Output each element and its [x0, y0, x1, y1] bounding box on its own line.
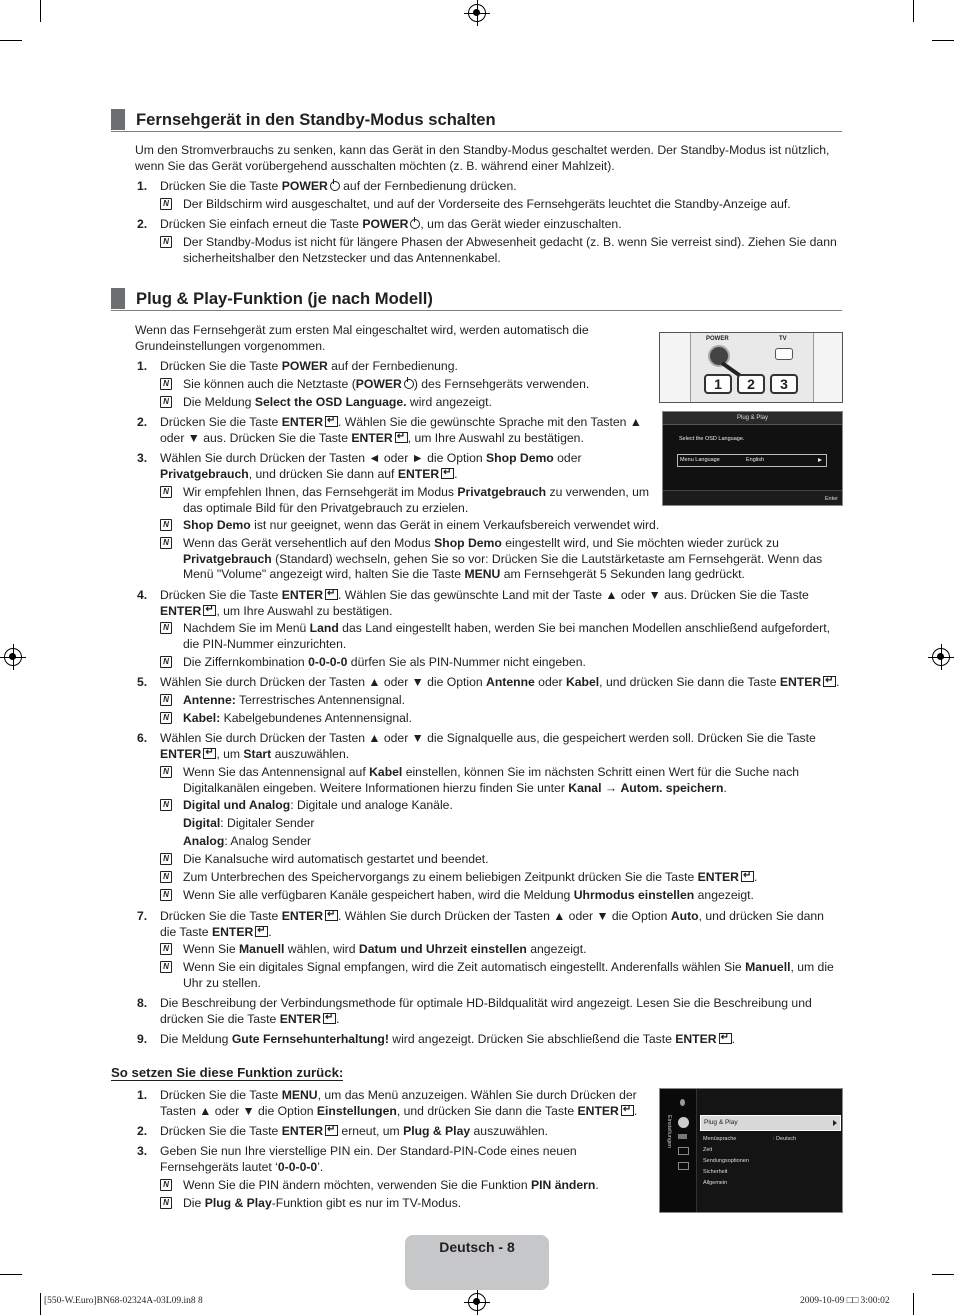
section-heading-plug-and-play [111, 288, 842, 311]
plug-step-1: Drücken Sie die Taste POWER auf der Fernbedienung. [160, 359, 458, 373]
osd-language-field[interactable] [677, 454, 827, 467]
remote-key-1: 1 [704, 374, 732, 394]
standby-intro: Um den Stromverbrauchs zu senken, kann das Gerät in den Standby-Modus geschaltet werden. Der Standby-Modus ist nützlich, wenn Sie das Gerät vorübergehend ausschalten möchten (z. B. während einer Mahlzeit). [135, 143, 830, 173]
osd-bottom-bar [663, 490, 842, 505]
plug-intro: Wenn das Fernsehgerät zum ersten Mal eingeschaltet wird, werden automatisch die Grundeinstellungen vorgenommen. [135, 323, 589, 353]
note-icon: N [160, 378, 172, 390]
plug-text: Analog: Analog Sender [183, 834, 312, 848]
power-icon [410, 219, 420, 229]
crop-mark [932, 1274, 954, 1275]
enter-icon [325, 1125, 338, 1136]
note-icon: N [160, 622, 172, 634]
enter-icon [719, 1033, 732, 1044]
reset-step-1: Drücken Sie die Taste MENU, um das Menü anzuzeigen. Wählen Sie durch Drücken der Tasten ▲ oder ▼ die Option Einstellungen, und drücken Sie dann die Taste ENTER↵ . [160, 1088, 650, 1119]
registration-mark-icon [932, 648, 950, 666]
section-heading-standby [111, 109, 842, 132]
note-icon: N [160, 694, 172, 706]
section-title: Plug & Play-Funktion (je nach Modell) [136, 289, 433, 308]
registration-mark-icon [468, 1293, 486, 1311]
step-number: 7. [137, 909, 148, 923]
osd-language-screen [662, 411, 843, 506]
print-slug-right: 2009-10-09 □□ 3:00:02 [800, 1296, 890, 1306]
plug-note: Shop Demo ist nur geeignet, wenn das Gerät in einem Verkaufsbereich verwendet wird. [183, 518, 660, 532]
step-number: 2. [137, 415, 148, 429]
plug-text: Digital: Digitaler Sender [183, 816, 315, 830]
arrow-right-icon [818, 458, 822, 462]
enter-icon [323, 1013, 336, 1024]
registration-mark-icon [4, 648, 22, 666]
crop-mark [0, 40, 22, 41]
osd-selected-label: Plug & Play [704, 1119, 738, 1126]
plug-note: Die Ziffernkombination 0-0-0-0 dürfen Sie als PIN-Nummer nicht eingeben. [183, 655, 586, 669]
gear-icon [678, 1117, 689, 1128]
note-icon: N [160, 943, 172, 955]
support-icon [678, 1162, 689, 1170]
osd-menu-item[interactable]: Zeit [703, 1147, 713, 1153]
plug-step-2: Drücken Sie die Taste ENTER↵ . Wählen Sie die gewünschte Sprache mit den Tasten ▲ oder ▼ aus. Drücken Sie die Taste ENTER↵ , um Ihre Auswahl zu bestätigen. [160, 415, 655, 446]
enter-icon [621, 1105, 634, 1116]
note-icon: N [160, 198, 172, 210]
enter-icon [441, 468, 454, 479]
step-number: 6. [137, 731, 148, 745]
note-icon: N [160, 537, 172, 549]
enter-icon [203, 748, 216, 759]
note-icon: N [160, 519, 172, 531]
plug-note: Wenn Sie ein digitales Signal empfangen, wird die Zeit automatisch eingestellt. Anderenfalls wählen Sie Manuell, um die Uhr zu stellen. [183, 960, 834, 990]
note-icon: N [160, 396, 172, 408]
plug-note: Die Meldung Select the OSD Language. wird angezeigt. [183, 395, 492, 409]
note-icon: N [160, 486, 172, 498]
standby-step-2: Drücken Sie einfach erneut die Taste POWER , um das Gerät wieder einzuschalten. [160, 217, 622, 231]
plug-step-7: Drücken Sie die Taste ENTER↵ . Wählen Sie durch Drücken der Tasten ▲ oder ▼ die Option Auto, und drücken Sie dann die Taste ENTER↵ . [160, 909, 835, 940]
osd-prompt: Select the OSD Language. [679, 436, 745, 442]
print-slug-left: [550-W.Euro]BN68-02324A-03L09.in8 8 [44, 1296, 203, 1306]
note-icon: N [160, 799, 172, 811]
osd-menu-item[interactable]: Sicherheit [703, 1169, 728, 1175]
page-number: Deutsch - 8 [439, 1239, 515, 1255]
remote-tv-label: TV [779, 336, 787, 342]
plug-note: Wenn Sie alle verfügbaren Kanäle gespeichert haben, wird die Meldung Uhrmodus einstellen angezeigt. [183, 888, 754, 902]
osd-enter-hint: Enter [824, 496, 838, 502]
plug-note: Wenn das Gerät versehentlich auf den Modus Shop Demo eingestellt wird, und Sie möchten wieder zurück zu Privatgebrauch (Standard) wechseln, gehen Sie so vor: Drücken Sie die Lautstärketaste am Fernsehgerät. Wenn das Menü "Volume" angezeigt wird, halten Sie die Taste MENU am Fernsehgerät 5 Sekunden lang gedrückt. [183, 536, 823, 582]
page-number-tab [405, 1235, 549, 1290]
standby-step-1: Drücken Sie die Taste POWER auf der Fernbedienung drücken. [160, 179, 517, 193]
note-icon: N [160, 871, 172, 883]
remote-control-image [659, 332, 843, 403]
step-number: 3. [137, 451, 148, 465]
remote-key-2: 2 [737, 374, 765, 394]
crop-mark [0, 1274, 22, 1275]
note-icon: N [160, 961, 172, 973]
note-icon: N [160, 1197, 172, 1209]
enter-icon [741, 871, 754, 882]
osd-title: Plug & Play [663, 412, 842, 425]
reset-step-2: Drücken Sie die Taste ENTER↵ erneut, um Plug & Play auszuwählen. [160, 1124, 548, 1140]
plug-step-9: Die Meldung Gute Fernsehunterhaltung! wird angezeigt. Drücken Sie abschließend die Taste ENTER↵ . [160, 1032, 735, 1048]
note-icon: N [160, 766, 172, 778]
antenna-icon [678, 1134, 687, 1139]
plug-step-6: Wählen Sie durch Drücken der Tasten ▲ oder ▼ die Signalquelle aus, die gespeichert werden soll. Drücken Sie die Taste ENTER↵ , um Start auszuwählen. [160, 731, 835, 762]
osd-menu-value: : Deutsch [773, 1136, 797, 1142]
heading-bar [111, 109, 125, 130]
remote-tv-button [775, 348, 793, 360]
note-icon: N [160, 236, 172, 248]
section-title: Fernsehgerät in den Standby-Modus schalten [136, 110, 496, 129]
enter-icon [823, 676, 836, 687]
step-number: 9. [137, 1032, 148, 1046]
osd-field-value: English [746, 457, 765, 463]
plug-note: Nachdem Sie im Menü Land das Land eingestellt haben, werden Sie bei manchen Modellen anschließend aufgefordert, die PIN-Nummer einzurichten. [183, 621, 831, 651]
reset-step-3: Geben Sie nun Ihre vierstellige PIN ein. Der Standard-PIN-Code eines neuen Fernsehgeräts lautet ‘0-0-0-0’. [160, 1144, 577, 1174]
step-number: 2. [137, 1124, 148, 1138]
globe-icon [680, 1099, 685, 1106]
reset-note: Die Plug & Play-Funktion gibt es nur im TV-Modus. [183, 1196, 462, 1210]
osd-menu-item[interactable]: Allgemein [703, 1180, 728, 1186]
enter-icon [255, 926, 268, 937]
osd-menu-item[interactable]: Menüsprache [703, 1136, 737, 1142]
remote-power-label: POWER [706, 336, 729, 342]
picture-icon [678, 1147, 689, 1155]
osd-selected-item[interactable] [700, 1115, 841, 1131]
osd-settings-menu [659, 1088, 843, 1213]
plug-step-8: Die Beschreibung der Verbindungsmethode für optimale HD-Bildqualität wird angezeigt. Lesen Sie die Beschreibung und drücken Sie die Taste ENTER↵ . [160, 996, 820, 1027]
osd-field-label: Menu Language [680, 457, 720, 463]
reset-note: Wenn Sie die PIN ändern möchten, verwenden Sie die Funktion PIN ändern. [183, 1178, 599, 1192]
osd-sidebar-label: Einstellungen [666, 1115, 672, 1149]
step-number: 4. [137, 588, 148, 602]
step-number: 1. [137, 1088, 148, 1102]
note-icon: N [160, 712, 172, 724]
power-icon [330, 181, 340, 191]
plug-step-3: Wählen Sie durch Drücken der Tasten ◄ oder ► die Option Shop Demo oder Privatgebrauch, und drücken Sie dann auf ENTER↵ . [160, 451, 630, 482]
plug-note: Wir empfehlen Ihnen, das Fernsehgerät im Modus Privatgebrauch zu verwenden, um das optimale Bild für den Privatgebrauch zu erzielen. [183, 485, 650, 515]
plug-note: Wenn Sie das Antennensignal auf Kabel einstellen, können Sie im nächsten Schritt einen Wert für die Suche nach Digitalkanälen eingeben. Weitere Informationen hierzu finden Sie unter Kanal → Autom. speichern. [183, 765, 800, 795]
registration-mark-icon [468, 4, 486, 22]
note-icon: N [160, 656, 172, 668]
standby-note-1: Der Bildschirm wird ausgeschaltet, und auf der Vorderseite des Fernsehgeräts leuchtet die Standby-Anzeige auf. [183, 197, 791, 211]
note-icon: N [160, 889, 172, 901]
crop-mark [913, 1293, 914, 1315]
note-icon: N [160, 1179, 172, 1191]
plug-step-5: Wählen Sie durch Drücken der Tasten ▲ oder ▼ die Option Antenne oder Kabel, und drücken Sie dann die Taste ENTER↵ . [160, 675, 840, 691]
plug-note: Digital und Analog: Digitale und analoge Kanäle. [183, 798, 453, 812]
plug-note: Die Kanalsuche wird automatisch gestartet und beendet. [183, 852, 489, 866]
step-number: 1. [137, 179, 148, 193]
step-number: 3. [137, 1144, 148, 1158]
reset-subheading: So setzen Sie diese Funktion zurück: [111, 1065, 344, 1080]
crop-mark [932, 40, 954, 41]
power-icon [404, 379, 414, 389]
step-number: 5. [137, 675, 148, 689]
arrow-right-icon [833, 1120, 837, 1126]
plug-note: Kabel: Kabelgebundenes Antennensignal. [183, 711, 413, 725]
heading-bar [111, 288, 125, 309]
remote-key-3: 3 [770, 374, 798, 394]
standby-note-2: Der Standby-Modus ist nicht für längere Phasen der Abwesenheit gedacht (z. B. wenn Sie verreist sind). Ziehen Sie dann sicherheitshalber den Netzstecker und das Antennenkabel. [183, 235, 837, 265]
plug-step-4: Drücken Sie die Taste ENTER↵ . Wählen Sie das gewünschte Land mit der Taste ▲ oder ▼ aus. Drücken Sie die Taste ENTER↵ , um Ihre Auswahl zu bestätigen. [160, 588, 835, 619]
osd-menu-item[interactable]: Sendungsoptionen [703, 1158, 749, 1164]
plug-note: Antenne: Terrestrisches Antennensignal. [183, 693, 405, 707]
enter-icon [325, 910, 338, 921]
plug-note: Zum Unterbrechen des Speichervorgangs zu einem beliebigen Zeitpunkt drücken Sie die Taste ENTER↵ . [183, 870, 757, 886]
enter-icon [325, 589, 338, 600]
step-number: 8. [137, 996, 148, 1010]
enter-icon [395, 432, 408, 443]
plug-note: Wenn Sie Manuell wählen, wird Datum und Uhrzeit einstellen angezeigt. [183, 942, 587, 956]
step-number: 1. [137, 359, 148, 373]
step-number: 2. [137, 217, 148, 231]
plug-note: Sie können auch die Netztaste (POWER ) des Fernsehgeräts verwenden. [183, 377, 590, 391]
enter-icon [325, 416, 338, 427]
note-icon: N [160, 853, 172, 865]
enter-icon [203, 605, 216, 616]
crop-mark [40, 0, 41, 22]
crop-mark [913, 0, 914, 22]
crop-mark [40, 1293, 41, 1315]
